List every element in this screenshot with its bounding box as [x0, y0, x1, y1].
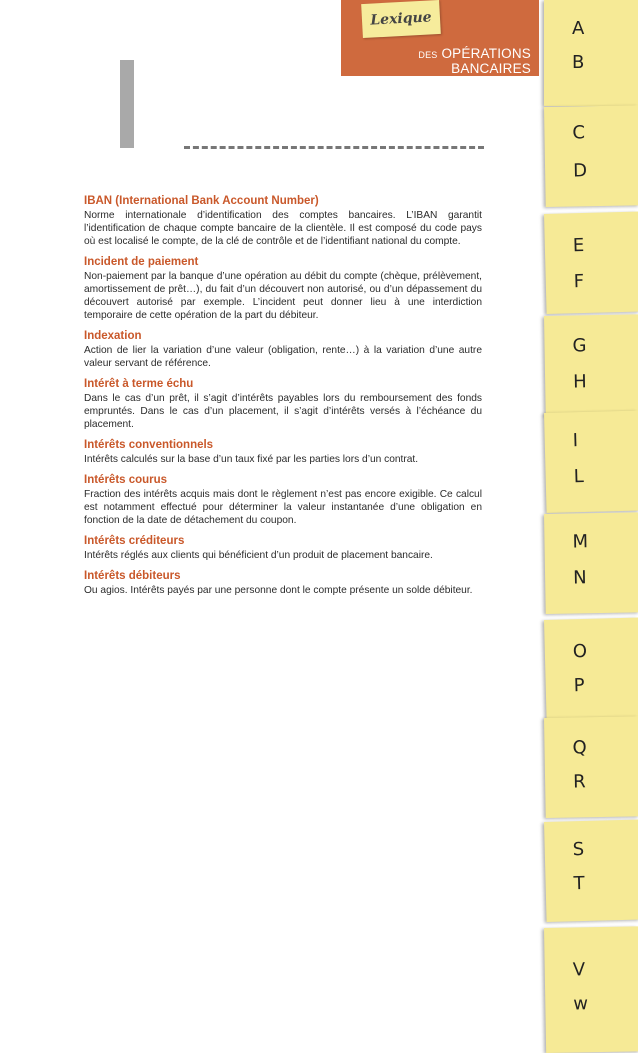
- index-letter: w: [573, 993, 589, 1015]
- index-letter: A: [572, 18, 585, 39]
- index-letter: R: [572, 771, 586, 793]
- glossary-entries: [84, 194, 482, 604]
- entry-term: Intérêts courus: [84, 474, 168, 486]
- index-tab-i-l[interactable]: [544, 411, 638, 513]
- index-letter: N: [572, 567, 587, 589]
- entry-definition: Action de lier la variation d’une valeur (obligation, rente…) à la variation d’une autre valeur servant de référence.: [84, 345, 482, 369]
- entry-definition: Non-paiement par la banque d’une opération au débit du compte (chèque, prélèvement, amortissement de prêt…), du fait d’un découvert non autorisé, ou d’un dépassement du découvert autorisé par exemple. L’incident peut donner lieu à une interdiction temporaire de cette opération de la part du débiteur.: [84, 271, 482, 321]
- entry-interets-debiteurs: [84, 569, 482, 597]
- index-letter: H: [572, 371, 587, 393]
- entry-interets-conventionnels: [84, 438, 482, 466]
- entry-term: Intérêts conventionnels: [84, 439, 214, 451]
- entry-iban: [84, 194, 482, 248]
- entry-definition: Intérêts calculés sur la base d’un taux fixé par les parties lors d’un contrat.: [84, 454, 419, 465]
- index-tab-v-w[interactable]: [544, 926, 638, 1053]
- index-letter: D: [572, 160, 588, 182]
- index-letter: G: [572, 335, 587, 357]
- entry-interet-a-terme-echu: [84, 377, 482, 431]
- entry-definition: Dans le cas d’un prêt, il s’agit d’intérêts payables lors du remboursement des fonds empruntés. Dans le cas d’un placement, il s’agit d’intérêts versés à l’échéance du placement.: [84, 393, 482, 430]
- index-letter: L: [573, 465, 584, 488]
- header-title-main: OPÉRATIONS BANCAIRES: [441, 46, 531, 76]
- entry-term: Intérêt à terme échu: [84, 378, 194, 390]
- index-letter: P: [573, 674, 585, 697]
- entry-term: IBAN (International Bank Account Number): [84, 195, 319, 207]
- index-letter: I: [572, 430, 579, 452]
- index-letter: F: [573, 270, 585, 293]
- header-title: [341, 46, 531, 76]
- index-letter: C: [572, 122, 586, 144]
- index-tab-m-n[interactable]: [544, 512, 638, 614]
- index-letter: T: [573, 872, 585, 895]
- index-letter: O: [572, 640, 588, 663]
- entry-term: Intérêts créditeurs: [84, 535, 185, 547]
- entry-term: Intérêts débiteurs: [84, 570, 181, 582]
- index-tab-o-p[interactable]: [544, 618, 638, 720]
- header-title-prefix: DES: [418, 50, 438, 60]
- entry-incident-de-paiement: [84, 255, 482, 322]
- entry-interets-courus: [84, 473, 482, 527]
- index-tab-a-b[interactable]: [544, 0, 638, 106]
- section-letter-i: [120, 60, 134, 148]
- index-letter: E: [572, 234, 585, 257]
- index-tab-s-t[interactable]: [544, 820, 638, 922]
- entry-definition: Norme internationale d’identification des comptes bancaires. L’IBAN garantit l’identification de chaque compte bancaire de la clientèle. Il est composé du code pays où est localisé le compte, de la clé de contrôle et de l’identifiant national du compte.: [84, 210, 482, 247]
- entry-term: Incident de paiement: [84, 256, 199, 268]
- entry-term: Indexation: [84, 330, 142, 342]
- entry-indexation: [84, 329, 482, 370]
- index-letter: B: [572, 52, 585, 73]
- index-letter: V: [572, 959, 586, 981]
- index-letter: S: [572, 838, 585, 861]
- entry-interets-crediteurs: [84, 534, 482, 562]
- entry-definition: Intérêts réglés aux clients qui bénéficient d’un produit de placement bancaire.: [84, 550, 433, 561]
- index-tab-g-h[interactable]: [544, 314, 638, 416]
- entry-definition: Ou agios. Intérêts payés par une personne dont le compte présente un solde débiteur.: [84, 585, 473, 596]
- index-letter: M: [572, 531, 589, 553]
- dashed-divider: [184, 146, 484, 149]
- entry-definition: Fraction des intérêts acquis mais dont le règlement n’est pas encore exigible. Ce calcul est notamment effectué pour déterminer la valeur instantanée d’une obligation en fonction de la date de détachement du coupon.: [84, 489, 482, 526]
- index-tab-e-f[interactable]: [544, 212, 638, 314]
- index-letter: Q: [572, 737, 587, 759]
- index-tab-q-r[interactable]: [544, 716, 638, 818]
- lexique-label: Lexique: [361, 0, 441, 38]
- index-tab-c-d[interactable]: [544, 105, 638, 207]
